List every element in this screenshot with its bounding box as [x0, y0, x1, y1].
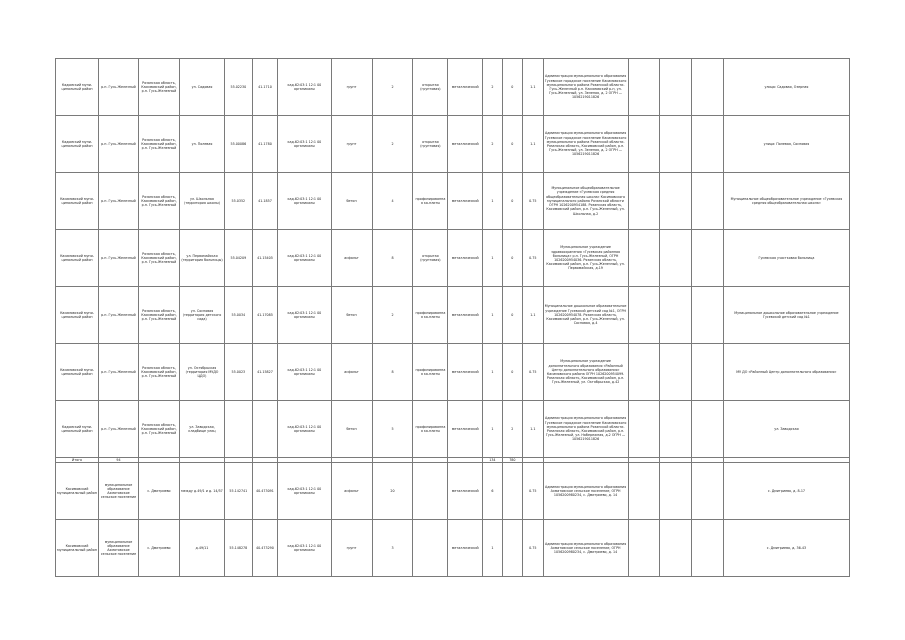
- table-cell: с. Дмитриево: [138, 520, 179, 577]
- table-cell: 55.0352: [225, 173, 253, 230]
- table-cell: 41.15827: [252, 344, 278, 401]
- table-cell: металлический: [448, 230, 483, 287]
- table-cell: ул. Сосновая (территория детского сада): [179, 287, 224, 344]
- table-cell: [628, 344, 660, 401]
- table-cell: [692, 463, 724, 520]
- table-cell: [660, 173, 692, 230]
- table-cell: открытая (грунтовая): [413, 116, 448, 173]
- table-cell: [692, 59, 724, 116]
- table-cell: [502, 463, 522, 520]
- table-cell: металлический: [448, 59, 483, 116]
- table-cell: Рязанская область, Касимовский район, р.п. Гусь-Железный: [138, 344, 179, 401]
- table-row: [56, 287, 850, 344]
- table-cell: 1: [483, 344, 502, 401]
- table-cell: 0: [502, 230, 522, 287]
- table-cell: металлический: [448, 116, 483, 173]
- table-cell: Администрация муниципального образования Гусевское городское поселение Касимовского муниципального района Рязанской области. Рязанская область, Касимовский район, р.п. Гусь-Железный, ул. Набережная, д.2 ОГРН — 1056219011826: [543, 401, 628, 458]
- table-cell: 0.75: [523, 173, 543, 230]
- table-cell: [413, 463, 448, 520]
- table-cell: [660, 230, 692, 287]
- table-cell: 41.15405: [252, 230, 278, 287]
- table-cell: муниципальное образование Ахматовское сельское поселение: [99, 520, 139, 577]
- table-row: [56, 116, 850, 173]
- table-cell: 55.04209: [225, 230, 253, 287]
- table-cell: кад.62:03:1 12:1 00 органикалы: [278, 463, 331, 520]
- table-cell: [692, 173, 724, 230]
- table-cell: Кадомский муни-ципальный район: [56, 59, 99, 116]
- table-cell: ул. Садовая: [179, 59, 224, 116]
- table-cell: Гусевская участковая больница: [723, 230, 849, 287]
- table-cell: Кадомский муни-ципальный район: [56, 116, 99, 173]
- table-cell: 41.1857: [252, 173, 278, 230]
- table-cell: [692, 401, 724, 458]
- total-cell: Итого: [56, 458, 99, 463]
- table-cell: грунт: [331, 520, 372, 577]
- table-cell: ул. Первомайская (территория больницы): [179, 230, 224, 287]
- table-cell: кад.62:03:1 12:1 00 органикалы: [278, 401, 331, 458]
- table-cell: [660, 116, 692, 173]
- table-cell: 1: [483, 287, 502, 344]
- total-cell: 94: [99, 458, 139, 463]
- table-cell: муниципальное образование Ахматовское сельское поселение: [99, 463, 139, 520]
- table-cell: кад.62:03:1 12:1 00 органикалы: [278, 173, 331, 230]
- table-cell: 2: [372, 59, 413, 116]
- table-cell: Муниципальное дошкольное образовательное учреждение Гусевский детский сад №1, ОГРН 1026200954078. Рязанская область, Касимовский район, р.п. Гусь-Железный, ул. Сосновая, д.4: [543, 287, 628, 344]
- table-cell: Рязанская область, Касимовский район, р.п. Гусь-Железный: [138, 230, 179, 287]
- table-row: [56, 401, 850, 458]
- table-row: [56, 463, 850, 520]
- table-cell: ул. Заводская: [723, 401, 849, 458]
- table-cell: грунт: [331, 116, 372, 173]
- table-cell: грунт: [331, 59, 372, 116]
- table-cell: 1.1: [523, 116, 543, 173]
- table-cell: р.п. Гусь-Железный: [99, 230, 139, 287]
- table-cell: 55.148278: [225, 520, 253, 577]
- table-cell: 0.75: [523, 344, 543, 401]
- table-cell: 1.1: [523, 401, 543, 458]
- table-cell: 55.0034: [225, 287, 253, 344]
- table-cell: 0.75: [523, 463, 543, 520]
- table-cell: 2: [483, 116, 502, 173]
- table-cell: 0: [502, 287, 522, 344]
- table-row: [56, 520, 850, 577]
- table-cell: 3: [372, 520, 413, 577]
- total-cell: 780: [502, 458, 522, 463]
- table-cell: металлический: [448, 520, 483, 577]
- table-cell: с. Дмитриево, д. 36-43: [723, 520, 849, 577]
- table-cell: 0.75: [523, 520, 543, 577]
- table-cell: 2: [483, 59, 502, 116]
- table-cell: р.п. Гусь-Железный: [99, 173, 139, 230]
- table-cell: открытая (грунтовая): [413, 59, 448, 116]
- table-cell: [225, 401, 253, 458]
- table-cell: асфальт: [331, 463, 372, 520]
- table-cell: Рязанская область, Касимовский район, р.п. Гусь-Железный: [138, 173, 179, 230]
- table-cell: 8: [372, 344, 413, 401]
- table-row: [56, 344, 850, 401]
- table-cell: профилированная ка-плиты: [413, 344, 448, 401]
- table-cell: р.п. Гусь-Железный: [99, 59, 139, 116]
- table-cell: кад.62:03:1 12:1 00 органикалы: [278, 59, 331, 116]
- table-cell: кад.62:03:1 12:1 00 органикалы: [278, 344, 331, 401]
- table-cell: ул. Полевая: [179, 116, 224, 173]
- table-cell: профилированная ка-плиты: [413, 173, 448, 230]
- table-cell: асфальт: [331, 344, 372, 401]
- table-row: [56, 173, 850, 230]
- table-cell: 0: [502, 59, 522, 116]
- table-cell: Рязанская область, Касимовский район, р.п. Гусь-Железный: [138, 287, 179, 344]
- table-cell: Муниципальное учреждение здравоохранения «Гусевская районная больница» р.п. Гусь-Железный, ОГРН 1026200954036. Рязанская область, Касимовский район, р.п. Гусь-Железный, ул. Первомайская, д.19: [543, 230, 628, 287]
- table-cell: улица: Полевая, Сосновая: [723, 116, 849, 173]
- table-cell: металлический: [448, 344, 483, 401]
- table-cell: р.п. Гусь-Железный: [99, 344, 139, 401]
- table-cell: между д.49/1 и д. 14/57: [179, 463, 224, 520]
- table-cell: Касимовский муни-ципальный район: [56, 230, 99, 287]
- table-cell: открытая (грунтовая): [413, 230, 448, 287]
- table-cell: Касимовский муниципальный район: [56, 520, 99, 577]
- table-cell: р.п. Гусь-Железный: [99, 116, 139, 173]
- table-cell: р.п. Гусь-Железный: [99, 401, 139, 458]
- table-cell: [252, 401, 278, 458]
- table-cell: 1: [483, 173, 502, 230]
- table-row: [56, 59, 850, 116]
- table-cell: металлический: [448, 463, 483, 520]
- table-cell: [692, 230, 724, 287]
- table-row: [56, 230, 850, 287]
- table-cell: [660, 401, 692, 458]
- table-cell: [660, 344, 692, 401]
- table-cell: 2: [372, 116, 413, 173]
- table-body: [56, 59, 850, 577]
- table-cell: [628, 230, 660, 287]
- table-cell: Касимовский муниципальный район: [56, 463, 99, 520]
- table-cell: [413, 520, 448, 577]
- table-cell: [692, 287, 724, 344]
- table-cell: Муниципальное учреждение дополнительного образования «Районный Центр дополнительного образования» Касимовского района ОГРН 1026200954099. Рязанская область, Касимовский район, р.п. Гусь-Железный, ул. Октябрьская, д.42: [543, 344, 628, 401]
- table-cell: 0: [502, 116, 522, 173]
- table-cell: профилированная ка-плиты: [413, 401, 448, 458]
- table-cell: 5: [372, 401, 413, 458]
- table-cell: 8: [372, 230, 413, 287]
- table-cell: [692, 344, 724, 401]
- table-cell: кад.62:03:1 12:1 00 органикалы: [278, 287, 331, 344]
- table-cell: [692, 116, 724, 173]
- table-cell: Администрация муниципального образования Ахматовское сельское поселение, ОГРН 1056200980234, с. Дмитриево, д. 14: [543, 520, 628, 577]
- table-cell: Касимовский муни-ципальный район: [56, 344, 99, 401]
- table-cell: Администрация муниципального образования Гусевское городское поселение Касимовского муниципального района Рязанской области. Рязанская область, Касимовский район, р.п. Гусь-Железный, ул. Зеленая, д. 2 ОГРН — 1056219011826: [543, 116, 628, 173]
- table-cell: с. Дмитриево, д. 8-17: [723, 463, 849, 520]
- table-cell: 40.473290: [252, 520, 278, 577]
- table-cell: Рязанская область, Касимовский район, р.п. Гусь-Железный: [138, 116, 179, 173]
- table-cell: кад.62:03:1 12:1 00 органикалы: [278, 116, 331, 173]
- table-cell: бетон: [331, 401, 372, 458]
- table-cell: бетон: [331, 287, 372, 344]
- table-cell: р.п. Гусь-Железный: [99, 287, 139, 344]
- table-cell: металлический: [448, 287, 483, 344]
- table-cell: [692, 520, 724, 577]
- table-cell: [628, 116, 660, 173]
- total-cell: 134: [483, 458, 502, 463]
- table-cell: [628, 520, 660, 577]
- table-cell: улица: Садовая, Озерная: [723, 59, 849, 116]
- table-cell: бетон: [331, 173, 372, 230]
- table-cell: 55.0023: [225, 344, 253, 401]
- table-cell: металлический: [448, 173, 483, 230]
- table-cell: [628, 173, 660, 230]
- table-cell: ул. Октябрьская (территория МУДО ЦДО): [179, 344, 224, 401]
- table-cell: Муниципальное общеобразовательное учреждение «Гусевская средняя общеобразовательная школа» Касимовского муниципального района Рязанской области ОГРН 1026200954188. Рязанская область, Касимовский район, р.п. Гусь-Железный, ул. Школьная, д.2: [543, 173, 628, 230]
- registry-table: [55, 58, 850, 577]
- table-cell: кад.62:03:1 12:1 00 органикалы: [278, 520, 331, 577]
- table-cell: кад.62:03:1 12:1 00 органикалы: [278, 230, 331, 287]
- table-cell: 1.1: [523, 287, 543, 344]
- table-cell: с. Дмитриево: [138, 463, 179, 520]
- table-cell: 0.75: [523, 230, 543, 287]
- table-cell: [628, 287, 660, 344]
- table-cell: асфальт: [331, 230, 372, 287]
- table-cell: 20: [372, 463, 413, 520]
- table-cell: 55.142741: [225, 463, 253, 520]
- table-cell: профилированная ка-плиты: [413, 287, 448, 344]
- table-cell: 41.1780: [252, 116, 278, 173]
- table-cell: [660, 59, 692, 116]
- table-cell: Рязанская область, Касимовский район, р.п. Гусь-Железный: [138, 59, 179, 116]
- table-cell: Администрация муниципального образования Ахматовское сельское поселение, ОГРН 1056200980234, с. Дмитриево, д. 14: [543, 463, 628, 520]
- table-cell: 6: [483, 463, 502, 520]
- table-cell: [628, 401, 660, 458]
- table-cell: [660, 520, 692, 577]
- table-cell: ул. Заводская, кладбище улиц: [179, 401, 224, 458]
- table-cell: 4: [372, 173, 413, 230]
- table-cell: 55.02230: [225, 59, 253, 116]
- table-cell: 41.17085: [252, 287, 278, 344]
- table-cell: Рязанская область, Касимовский район, р.п. Гусь-Железный: [138, 401, 179, 458]
- table-cell: металлический: [448, 401, 483, 458]
- table-cell: д.49/11: [179, 520, 224, 577]
- table-cell: 1.1: [523, 59, 543, 116]
- table-cell: 41.1710: [252, 59, 278, 116]
- table-cell: [502, 520, 522, 577]
- table-cell: МУ ДО «Районный Центр дополнительного образования»: [723, 344, 849, 401]
- table-cell: Муниципальное общеобразовательное учреждение «Гусевская средняя общеобразовательная школа»: [723, 173, 849, 230]
- table-cell: Касимовский муни-ципальный район: [56, 287, 99, 344]
- table-cell: Кадомский муни-ципальный район: [56, 401, 99, 458]
- table-cell: 0: [502, 173, 522, 230]
- table-cell: 0: [502, 344, 522, 401]
- table-cell: 1: [483, 401, 502, 458]
- table-cell: 40.473091: [252, 463, 278, 520]
- table-cell: Касимовский муни-ципальный район: [56, 173, 99, 230]
- table-cell: ул. Школьная (территория школы): [179, 173, 224, 230]
- table-cell: [660, 463, 692, 520]
- table-cell: Муниципальное дошкольное образовательное учреждение Гусевский детский сад №1: [723, 287, 849, 344]
- table-cell: Администрация муниципального образования Гусевское городское поселение Касимовского муниципального района Рязанской области. Гусь-Железный р.п. Касимовский р-н, ул. Гусь-Железный, ул. Зеленая, д. 2 ОГРН — 1056219011826: [543, 59, 628, 116]
- table-cell: [628, 59, 660, 116]
- table-cell: 2: [372, 287, 413, 344]
- table-cell: 1: [483, 520, 502, 577]
- table-cell: 55.00086: [225, 116, 253, 173]
- table-cell: [660, 287, 692, 344]
- table-cell: 1: [483, 230, 502, 287]
- table-cell: [628, 463, 660, 520]
- table-cell: 2: [502, 401, 522, 458]
